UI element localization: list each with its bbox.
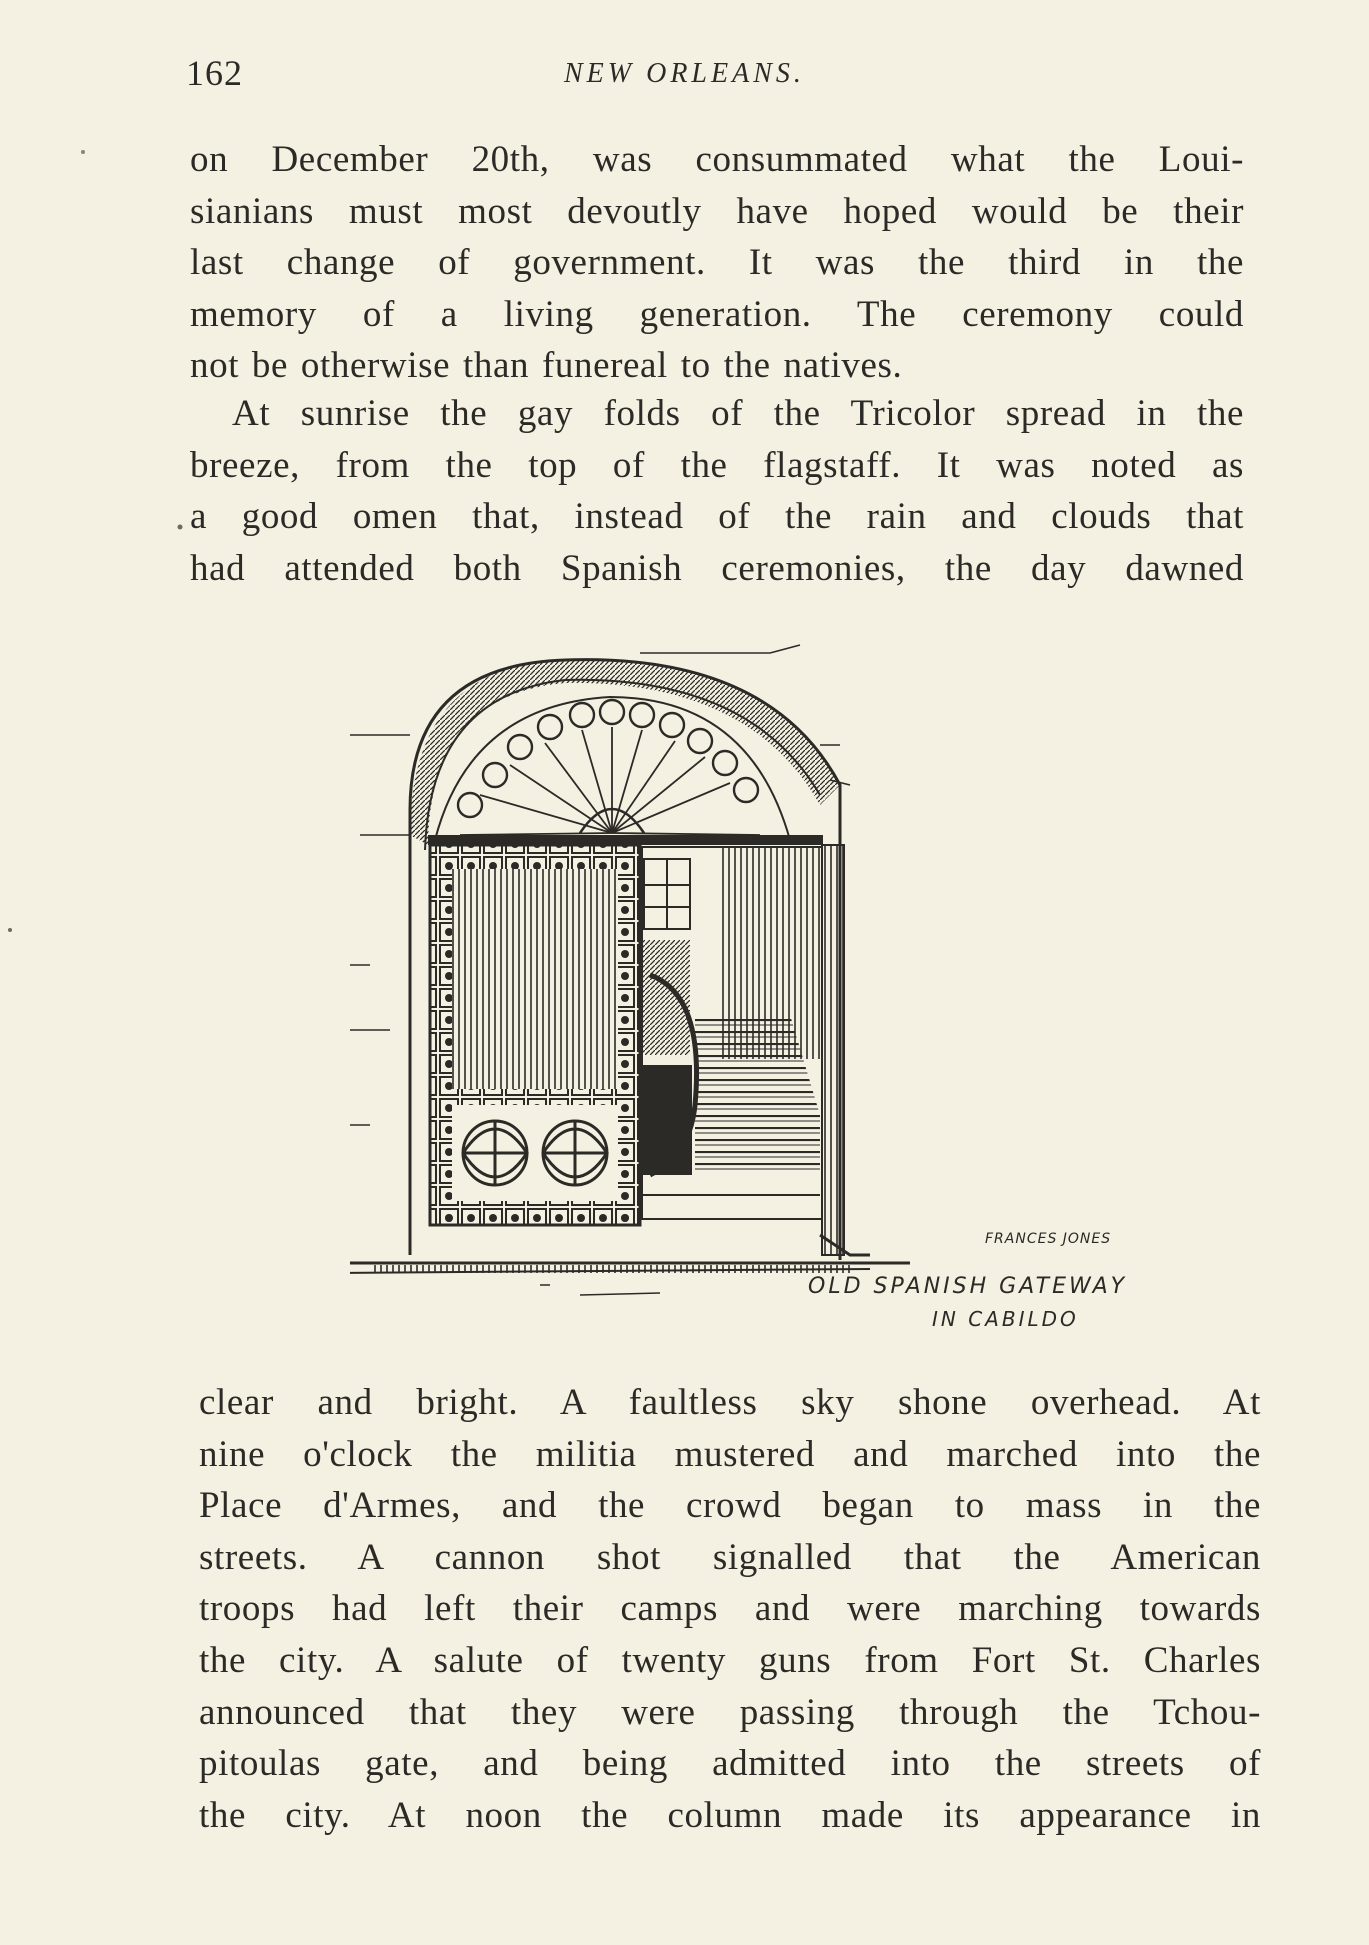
text-line: nine o'clock the militia mustered and marched into the	[199, 1433, 1261, 1475]
artist-signature: FRANCES JONES	[985, 1231, 1112, 1247]
text-line: breeze, from the top of the flagstaff. It was noted as	[190, 444, 1244, 486]
illustration-caption: OLD SPANISH GATEWAY	[808, 1274, 1128, 1299]
text-line: announced that they were passing through the Tchou-	[199, 1691, 1261, 1733]
text-line: had attended both Spanish ceremonies, the day dawned	[190, 547, 1244, 589]
text-line: sianians must most devoutly have hoped would be their	[190, 190, 1244, 232]
text-line: At sunrise the gay folds of the Tricolor spread in the	[232, 393, 1244, 434]
text-line: last change of government. It was the third in the	[190, 242, 1244, 284]
text-line: the city. At noon the column made its appearance in	[199, 1794, 1261, 1836]
text-line: not be otherwise than funereal to the natives.	[190, 345, 903, 387]
text-line: the city. A salute of twenty guns from Fort St. Charles	[199, 1639, 1261, 1681]
text-line: memory of a living generation. The ceremony could	[190, 293, 1244, 335]
text-line: pitoulas gate, and being admitted into the streets of	[199, 1743, 1261, 1785]
illustration-caption-sub: IN CABILDO	[932, 1307, 1079, 1331]
running-head: NEW ORLEANS.	[564, 58, 805, 89]
text-line: streets. A cannon shot signalled that the American	[199, 1536, 1261, 1578]
text-line: on December 20th, was consummated what the Loui-	[190, 139, 1244, 180]
text-line: troops had left their camps and were marching towards	[199, 1588, 1261, 1630]
text-line: clear and bright. A faultless sky shone overhead. At	[199, 1382, 1261, 1423]
page-number: 162	[186, 53, 243, 93]
text-line: Place d'Armes, and the crowd began to mass in the	[199, 1485, 1261, 1527]
text-line: a good omen that, instead of the rain and clouds that	[190, 496, 1244, 538]
